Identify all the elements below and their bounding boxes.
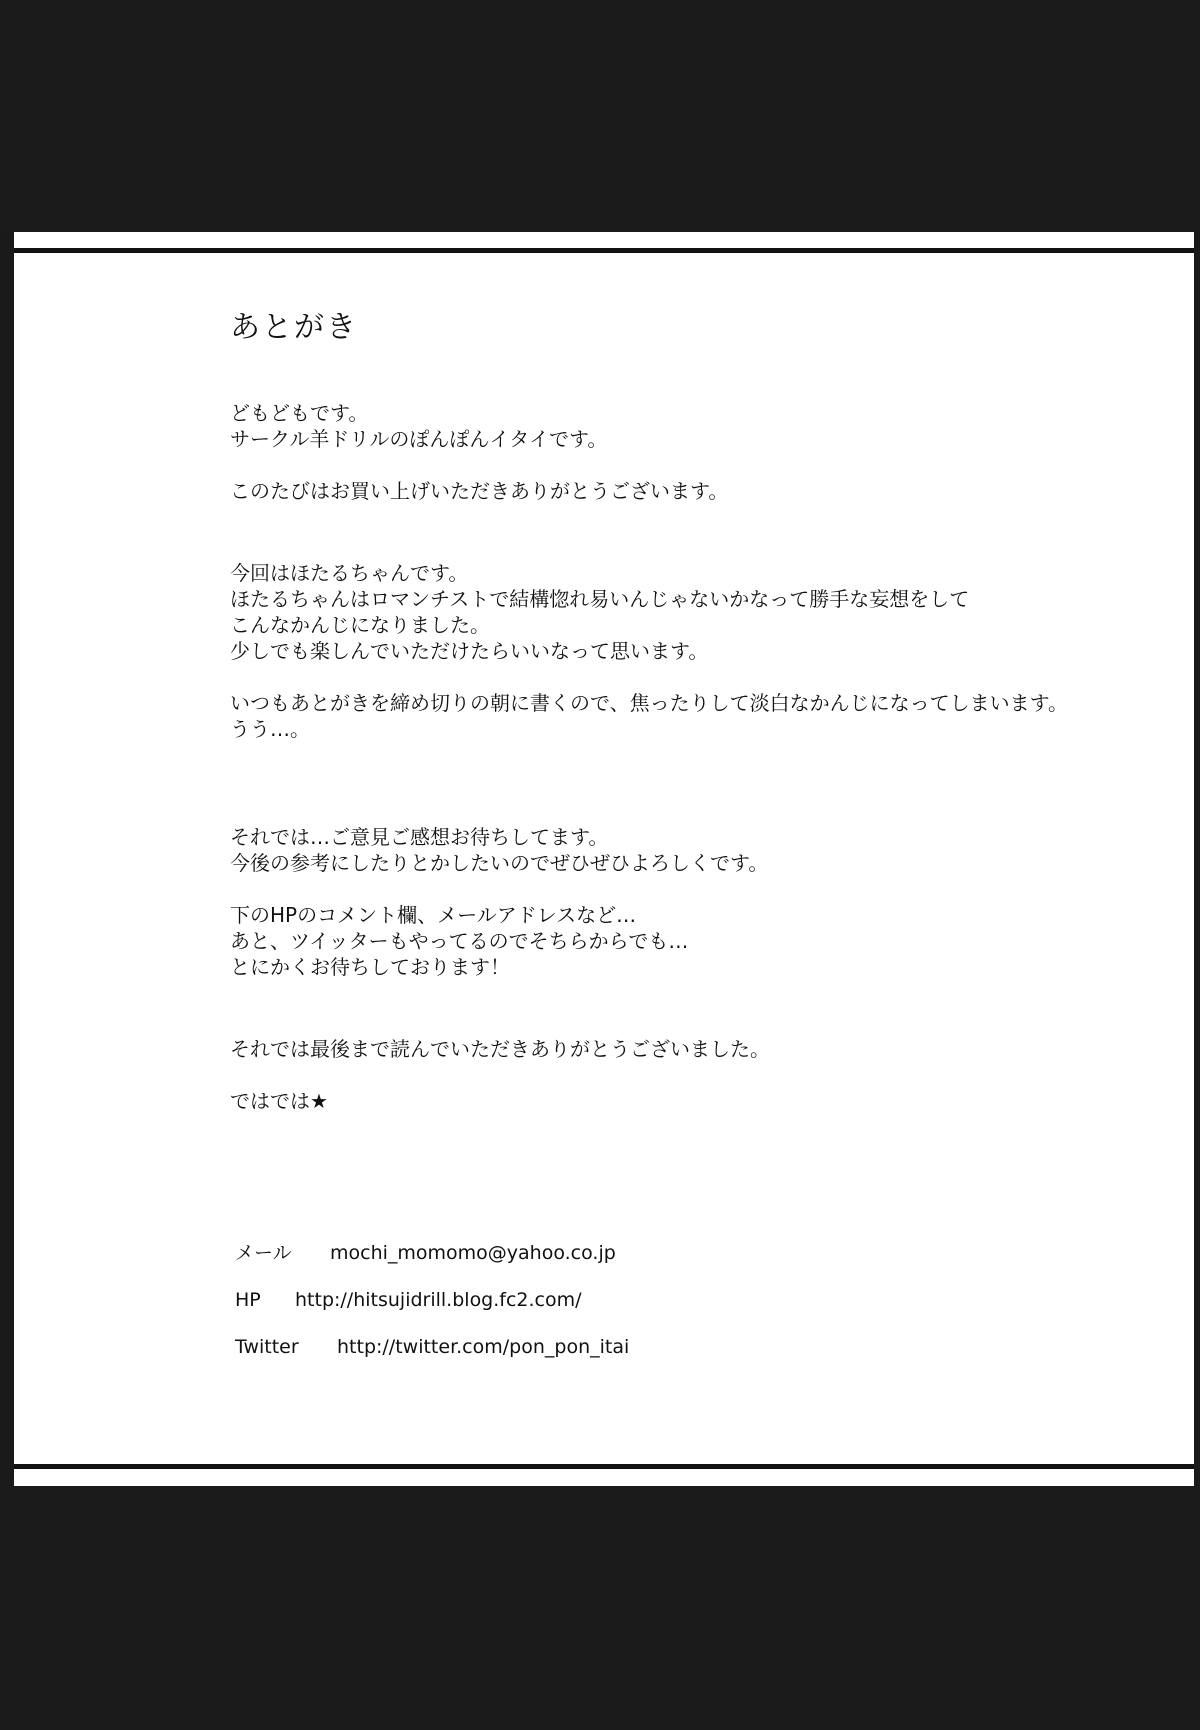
text-line: とにかくお待ちしております！ xyxy=(230,955,510,979)
text-line: 少しでも楽しんでいただけたらいいなって思います。 xyxy=(230,639,709,663)
contact-label-twitter: Twitter xyxy=(235,1336,299,1358)
contact-value-twitter: http://twitter.com/pon_pon_itai xyxy=(337,1336,630,1358)
afterword-title: あとがき xyxy=(230,310,358,345)
contact-label-hp: HP xyxy=(235,1289,261,1311)
text-line: あと、ツイッターもやってるのでそちらからでも… xyxy=(230,929,689,953)
text-line: どもどもです。 xyxy=(230,401,369,425)
text-line: ほたるちゃんはロマンチストで結構惚れ易いんじゃないかなって勝手な妄想をして xyxy=(230,587,970,611)
text-line: うう…。 xyxy=(230,717,310,741)
text-line: こんなかんじになりました。 xyxy=(230,613,490,637)
afterword-body xyxy=(230,400,1130,1114)
text-line: それでは…ご意見ご感想お待ちしてます。 xyxy=(230,825,609,849)
contact-value-mail: mochi_momomo@yahoo.co.jp xyxy=(330,1242,616,1264)
top-dark-band xyxy=(0,0,1200,232)
contact-list xyxy=(235,1240,629,1381)
text-line: このたびはお買い上げいただきありがとうございます。 xyxy=(230,479,729,503)
text-line: ではでは★ xyxy=(230,1089,328,1113)
paragraph-theme xyxy=(230,560,1130,664)
paragraph-closing xyxy=(230,1036,1130,1062)
top-border-rule xyxy=(14,248,1194,253)
bottom-dark-band xyxy=(0,1486,1200,1730)
paragraph-feedback xyxy=(230,824,1130,876)
text-line: いつもあとがきを締め切りの朝に書くので、焦ったりして淡白なかんじになってしまいます。 xyxy=(230,691,1068,715)
text-line: 今後の参考にしたりとかしたいのでぜひぜひよろしくです。 xyxy=(230,851,769,875)
paragraph-greeting xyxy=(230,400,1130,452)
contact-row-mail xyxy=(235,1240,629,1266)
bottom-border-rule xyxy=(14,1464,1194,1469)
paragraph-signoff xyxy=(230,1088,1130,1114)
contact-value-hp: http://hitsujidrill.blog.fc2.com/ xyxy=(295,1289,582,1311)
contact-row-hp xyxy=(235,1287,629,1313)
paragraph-contact-info xyxy=(230,902,1130,980)
contact-label-mail: メール xyxy=(235,1242,292,1264)
paragraph-thanks xyxy=(230,478,1130,504)
text-line: 下のHPのコメント欄、メールアドレスなど… xyxy=(230,903,637,927)
text-line: サークル羊ドリルのぽんぽんイタイです。 xyxy=(230,427,608,451)
text-line: それでは最後まで読んでいただきありがとうございました。 xyxy=(230,1037,770,1061)
paragraph-deadline xyxy=(230,690,1130,742)
text-line: 今回はほたるちゃんです。 xyxy=(230,561,469,585)
contact-row-twitter xyxy=(235,1334,629,1360)
